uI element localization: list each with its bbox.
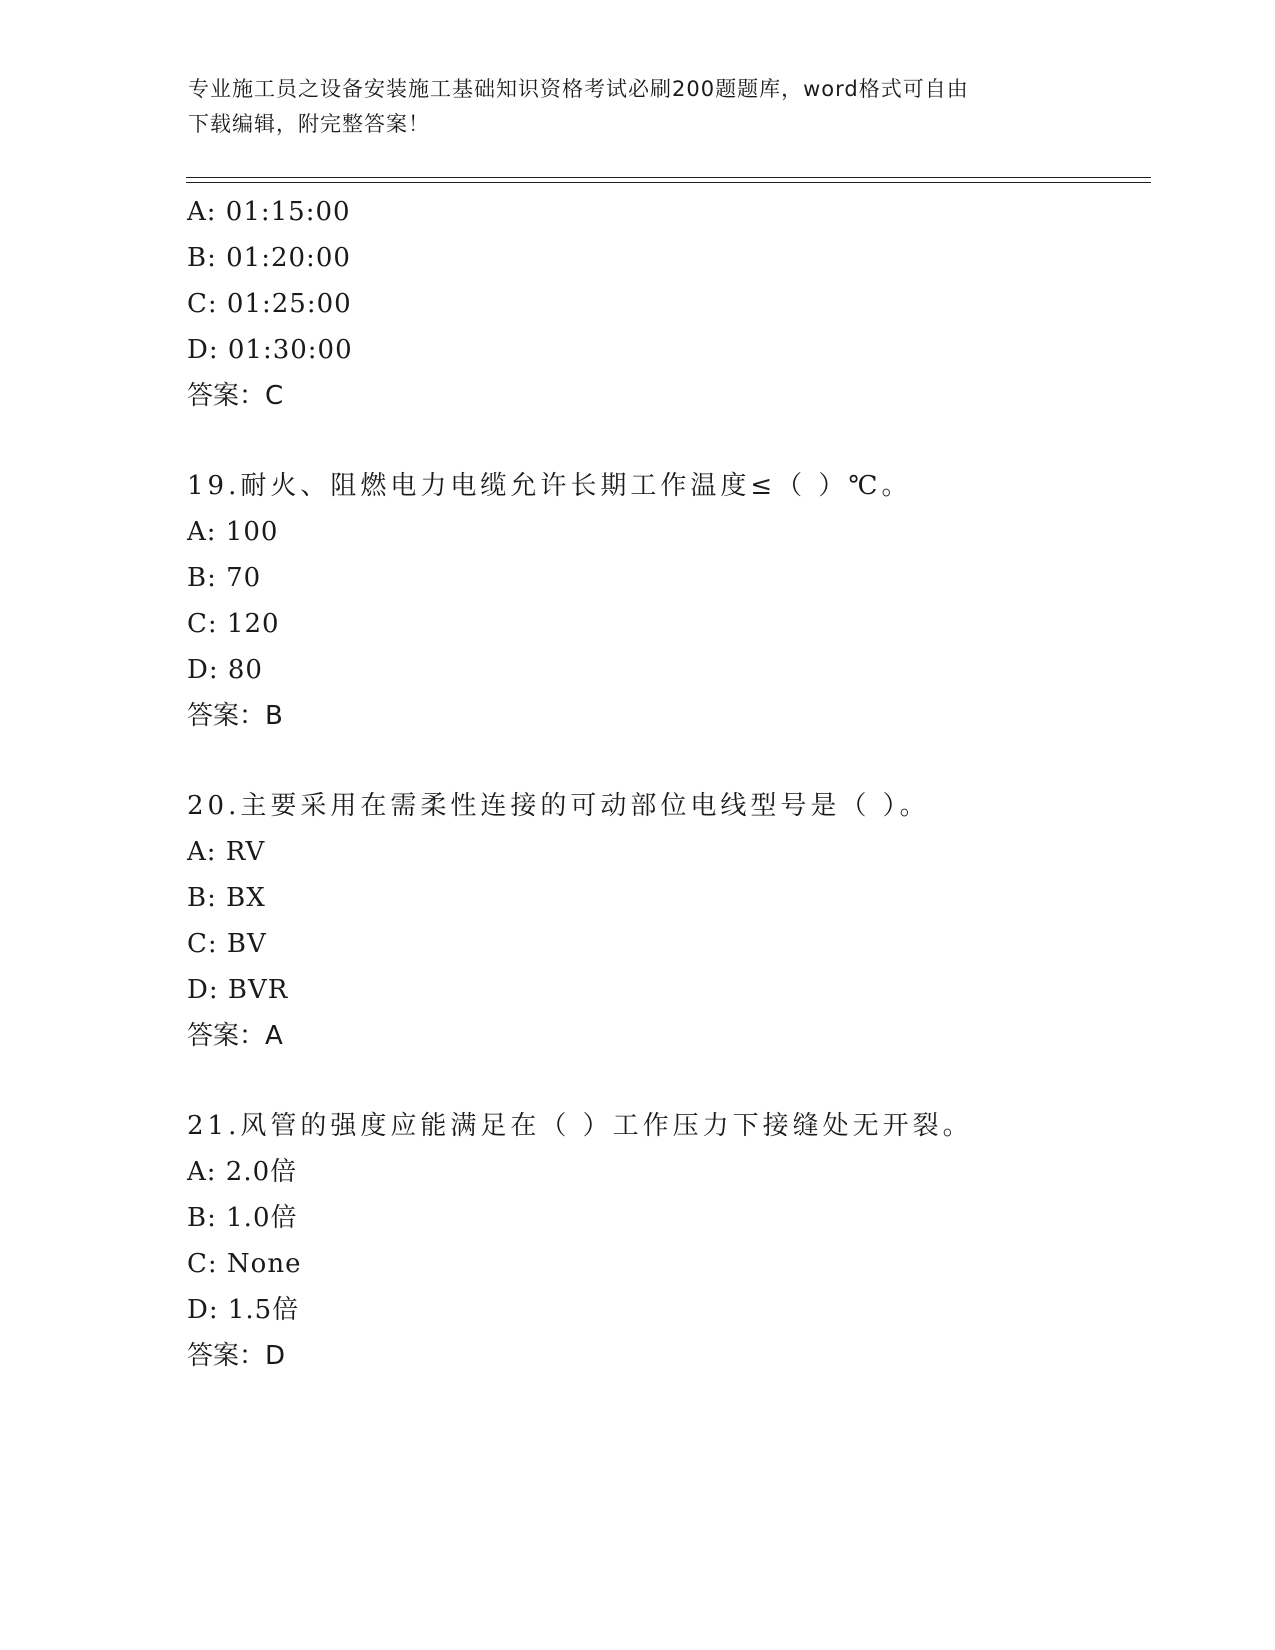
question-text: 19.耐火、阻燃电力电缆允许长期工作温度≤（ ）℃。 (187, 471, 912, 501)
option-b: B: 01:20:00 (187, 243, 351, 273)
document-body (187, 189, 1147, 1379)
spacer (187, 419, 1147, 463)
question-block-18 (187, 189, 1147, 419)
question-text: 20.主要采用在需柔性连接的可动部位电线型号是（ ）。 (187, 791, 930, 821)
option-a: A: 2.0倍 (187, 1157, 298, 1187)
answer-line: 答案：A (187, 1021, 283, 1051)
option-b: B: BX (187, 883, 266, 913)
option-a: A: RV (187, 837, 266, 867)
spacer (187, 1059, 1147, 1103)
option-c: C: BV (187, 929, 267, 959)
question-block-20 (187, 783, 1147, 1059)
option-d: D: BVR (187, 975, 289, 1005)
option-d: D: 1.5倍 (187, 1295, 300, 1325)
option-c: C: 01:25:00 (187, 289, 352, 319)
option-b: B: 1.0倍 (187, 1203, 298, 1233)
option-a: A: 100 (187, 517, 279, 547)
document-header (188, 72, 1068, 142)
question-block-19 (187, 463, 1147, 739)
option-c: C: 120 (187, 609, 280, 639)
header-divider-top (186, 177, 1151, 178)
answer-line: 答案：D (187, 1341, 286, 1371)
option-b: B: 70 (187, 563, 262, 593)
header-line-1: 专业施工员之设备安装施工基础知识资格考试必刷200题题库，word格式可自由 (188, 77, 969, 101)
question-block-21 (187, 1103, 1147, 1379)
header-divider-bottom (186, 182, 1151, 183)
option-c: C: None (187, 1249, 302, 1279)
option-a: A: 01:15:00 (187, 197, 351, 227)
option-d: D: 80 (187, 655, 263, 685)
spacer (187, 739, 1147, 783)
answer-line: 答案：B (187, 701, 283, 731)
answer-line: 答案：C (187, 381, 284, 411)
header-line-2: 下载编辑，附完整答案！ (188, 112, 430, 136)
option-d: D: 01:30:00 (187, 335, 353, 365)
question-text: 21.风管的强度应能满足在（ ）工作压力下接缝处无开裂。 (187, 1111, 973, 1141)
